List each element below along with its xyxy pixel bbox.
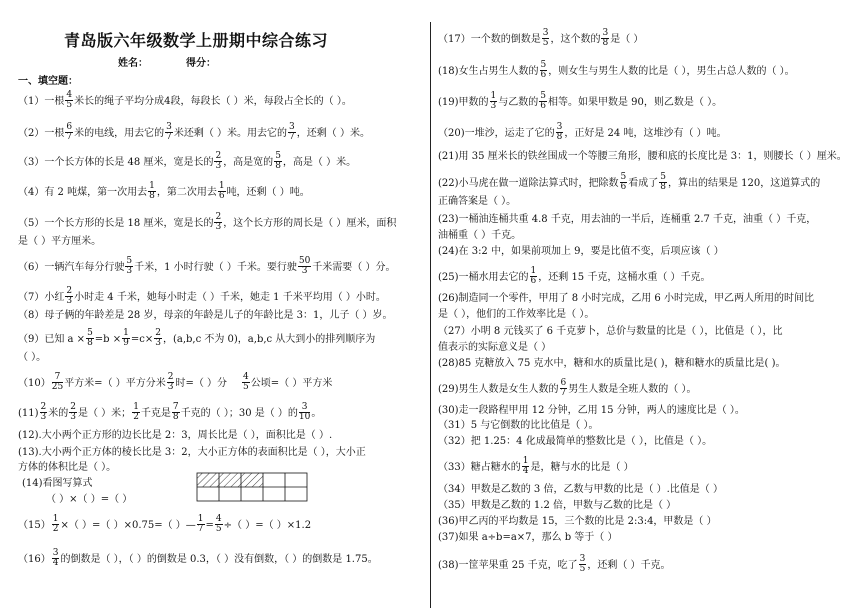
question-14: (14)看图写算式 [22, 478, 93, 489]
question-5-cont: 是（ ）平方厘米。 [18, 236, 102, 247]
fraction: $\frac{5}{8}$ [87, 328, 93, 348]
question-8: （8）母子俩的年龄差是 28 岁，母亲的年龄是儿子的年龄比是 3：1，儿子（ ）岁。 [18, 310, 393, 321]
question-36: (36)甲乙丙的平均数是 15，三个数的比是 2:3:4，甲数是（ ） [438, 516, 717, 527]
question-18: (18)女生占男生人数的 $\frac{5}{6}$ ，则女生与男生人数的比是（ ），男生占总人数的（ ）。 [438, 60, 795, 80]
question-23-cont: 油桶重（ ）千克。 [438, 230, 522, 241]
fraction: $\frac{1}{2}$ [133, 402, 139, 422]
question-23: (23)一桶油连桶共重 4.8 千克，用去油的一半后，连桶重 2.7 千克，油重（ ）千克， [438, 214, 817, 225]
question-34: （34）甲数是乙数的 3 倍，乙数与甲数的比是（ ）.比值是（ ） [438, 484, 723, 495]
fraction: $\frac{1}{7}$ [197, 514, 204, 534]
question-20: （20)一堆沙，运走了它的 $\frac{3}{8}$ ，正好是 24 吨，这堆沙有（ ）吨。 [438, 122, 727, 142]
question-16: （16） $\frac{3}{4}$ 的倒数是（ ），（ ）的倒数是 0.3，（ ）没有倒数，（ ）的倒数是 1.75。 [18, 548, 378, 568]
question-7: （7）小红 $\frac{2}{3}$ 小时走 4 千米，她每小时走（ ）千米，她走 1 千米平均用（ ）小时。 [18, 286, 386, 306]
fraction: $\frac{4}{5}$ [66, 90, 73, 110]
question-19: (19)甲数的 $\frac{1}{3}$ 与乙数的 $\frac{5}{6}$ 相等。如果甲数是 90，则乙数是（ ）。 [438, 91, 723, 111]
fraction: $\frac{6}{7}$ [560, 378, 567, 398]
fraction: $\frac{3}{5}$ [542, 28, 549, 48]
question-15: （15） $\frac{1}{2}$ ×（ ）=（ ）×0.75=（ ）— $\frac{1}{7}$ = $\frac{4}{5}$ ÷（ ）=（ ）×1.2 [18, 514, 312, 534]
fraction: $\frac{7}{25}$ [51, 372, 64, 392]
fraction: $\frac{3}{8}$ [556, 122, 563, 142]
question-26-cont: 是（ ），他们的工作效率比是（ ）。 [438, 309, 595, 320]
fraction: $\frac{1}{6}$ [530, 266, 537, 286]
question-24: (24)在 3:2 中，如果前项加上 9，要是比值不变，后项应该（ ） [438, 246, 724, 257]
fraction-grid-figure [196, 472, 308, 502]
question-13-cont: 方体的体积比是（ ）。 [18, 462, 117, 473]
question-30: (30)走一段路程甲用 12 分钟，乙用 15 分钟，两人的速度比是（ ）。 [438, 405, 745, 416]
question-3: （3）一个长方体的长是 48 厘米，宽是长的 $\frac{2}{3}$ ，高是宽的 $\frac{5}{8}$ ，高是（ ）米。 [18, 151, 357, 171]
fraction: $\frac{2}{3}$ [40, 402, 47, 422]
question-22-cont: 正确答案是（ ）。 [438, 196, 517, 207]
fraction: $\frac{3}{5}$ [579, 554, 586, 574]
question-28: (28)85 克糖放入 75 克水中，糖和水的质量比是( )，糖和糖水的质量比是( )。 [438, 358, 786, 369]
fraction: $\frac{2}{3}$ [215, 212, 222, 232]
fraction: $\frac{1}{2}$ [52, 514, 59, 534]
question-33: （33）糖占糖水的 $\frac{1}{4}$ 是，糖与水的比是（ ） [438, 456, 634, 476]
question-31: （31）5 与它倒数的比比值是（ ）。 [438, 420, 599, 431]
fraction: $\frac{2}{3}$ [167, 372, 174, 392]
fraction: $\frac{6}{7}$ [66, 122, 73, 142]
column-divider [430, 22, 431, 608]
score-label: 得分： [186, 58, 216, 69]
right-column [432, 0, 860, 608]
question-6: （6）一辆汽车每分行驶 $\frac{5}{3}$ 千米，1 小时行驶（ ）千米。要行驶 $\frac{50}{3}$ 千米需要（ ）分。 [18, 256, 396, 276]
fraction: $\frac{50}{3}$ [298, 256, 311, 276]
question-27: （27）小明 8 元钱买了 6 千克萝卜，总价与数量的比是（ ），比值是（ ），比 [438, 326, 783, 337]
section-heading: 一、填空题： [18, 76, 78, 87]
fraction: $\frac{2}{3}$ [70, 402, 76, 422]
question-11: (11) $\frac{2}{3}$ 米的 $\frac{2}{3}$ 是（ ）米； $\frac{1}{2}$ 千克是 $\frac{7}{8}$ 千克的（ ）；30 是（ ）的 $\frac{3}{10}$ 。 [18, 402, 322, 422]
question-38: (38)一筐苹果重 25 千克，吃了 $\frac{3}{5}$ ，还剩（ ）千克。 [438, 554, 671, 574]
fraction: $\frac{1}{8}$ [149, 181, 155, 201]
question-9: （9）已知 a × $\frac{5}{8}$ =b × $\frac{1}{9}$ =c× $\frac{2}{3}$ ，(a,b,c 不为 0)，a,b,c 从大到小的排列顺序为 [18, 328, 376, 348]
question-13: (13).大小两个正方体的棱长比是 3：2，大小正方体的表面积比是（ ），大小正 [18, 447, 366, 458]
fraction: $\frac{5}{8}$ [660, 172, 666, 192]
fraction: $\frac{1}{3}$ [490, 91, 497, 111]
name-label: 姓名： [118, 58, 148, 69]
question-22: (22)小马虎在做一道除法算式时，把除数 $\frac{5}{6}$ 看成了 $\frac{5}{8}$ ，算出的结果是 120，这道算式的 [438, 172, 821, 192]
fraction: $\frac{5}{6}$ [540, 60, 547, 80]
question-9-cont: （ ）。 [18, 352, 47, 363]
fraction: $\frac{3}{8}$ [602, 28, 609, 48]
fraction: $\frac{1}{6}$ [218, 181, 225, 201]
fraction: $\frac{2}{3}$ [155, 328, 161, 348]
fraction: $\frac{5}{3}$ [126, 256, 133, 276]
question-32: （32）把 1.25：4 化成最简单的整数比是（ ），比值是（ ）。 [438, 436, 713, 447]
fraction: $\frac{3}{7}$ [166, 122, 172, 142]
question-12: (12).大小两个正方形的边长比是 2：3，周长比是（ ），面积比是（ ）. [18, 430, 333, 441]
question-21: (21)用 35 厘米长的铁丝围成一个等腰三角形，腰和底的长度比是 3：1，则腰长（ ）厘米。 [438, 151, 847, 162]
question-35: （35）甲数是乙数的 1.2 倍，甲数与乙数的比是（ ） [438, 500, 677, 511]
question-26: (26)制造同一个零件，甲用了 8 小时完成，乙用 6 小时完成，甲乙两人所用的时间比 [438, 293, 814, 304]
question-29: (29)男生人数是女生人数的 $\frac{6}{7}$ 男生人数是全班人数的（ ）。 [438, 378, 697, 398]
fraction: $\frac{3}{10}$ [298, 402, 311, 422]
fraction: $\frac{4}{5}$ [215, 514, 222, 534]
question-4: （4）有 2 吨煤，第一次用去 $\frac{1}{8}$ ，第二次用去 $\frac{1}{6}$ 吨，还剩（ ）吨。 [18, 181, 310, 201]
fraction: $\frac{5}{6}$ [540, 91, 546, 111]
fraction: $\frac{2}{3}$ [66, 286, 73, 306]
question-25: (25)一桶水用去它的 $\frac{1}{6}$ ，还剩 15 千克，这桶水重（ ）千克。 [438, 266, 711, 286]
fraction: $\frac{5}{6}$ [620, 172, 627, 192]
fraction: $\frac{3}{4}$ [52, 548, 59, 568]
fraction: $\frac{1}{9}$ [123, 328, 129, 348]
fraction: $\frac{4}{5}$ [243, 372, 249, 392]
fraction: $\frac{1}{4}$ [522, 456, 529, 476]
question-17: （17）一个数的倒数是 $\frac{3}{5}$ ，这个数的 $\frac{3}{8}$ 是（ ） [438, 28, 644, 48]
question-1: （1）一根 $\frac{4}{5}$ 米长的绳子平均分成4段，每段长（ ）米，每段占全长的（ ）。 [18, 90, 352, 110]
question-5: （5）一个长方形的长是 18 厘米，宽是长的 $\frac{2}{3}$ ，这个长方形的周长是（ ）厘米，面积 [18, 212, 397, 232]
fraction: $\frac{5}{8}$ [275, 151, 281, 171]
fraction: $\frac{7}{8}$ [172, 402, 179, 422]
question-37: (37)如果 a÷b=a×7，那么 b 等于（ ） [438, 532, 618, 543]
question-10: （10） $\frac{7}{25}$ 平方米=（ ）平方分米 $\frac{2}{3}$ 时=（ ）分 $\frac{4}{5}$ 公顷=（ ）平方米 [18, 372, 333, 392]
page-title: 青岛版六年级数学上册期中综合练习 [64, 31, 329, 50]
question-2: （2）一根 $\frac{6}{7}$ 米的电线，用去它的 $\frac{3}{7}$ 米还剩（ ）米。用去它的 $\frac{3}{7}$ ，还剩（ ）米。 [18, 122, 370, 142]
fraction: $\frac{2}{3}$ [215, 151, 222, 171]
question-27-cont: 值表示的实际意义是（ ） [438, 342, 552, 353]
fraction: $\frac{3}{7}$ [289, 122, 295, 142]
question-14-formula: （ ）×（ ）=（ ） [46, 494, 133, 505]
